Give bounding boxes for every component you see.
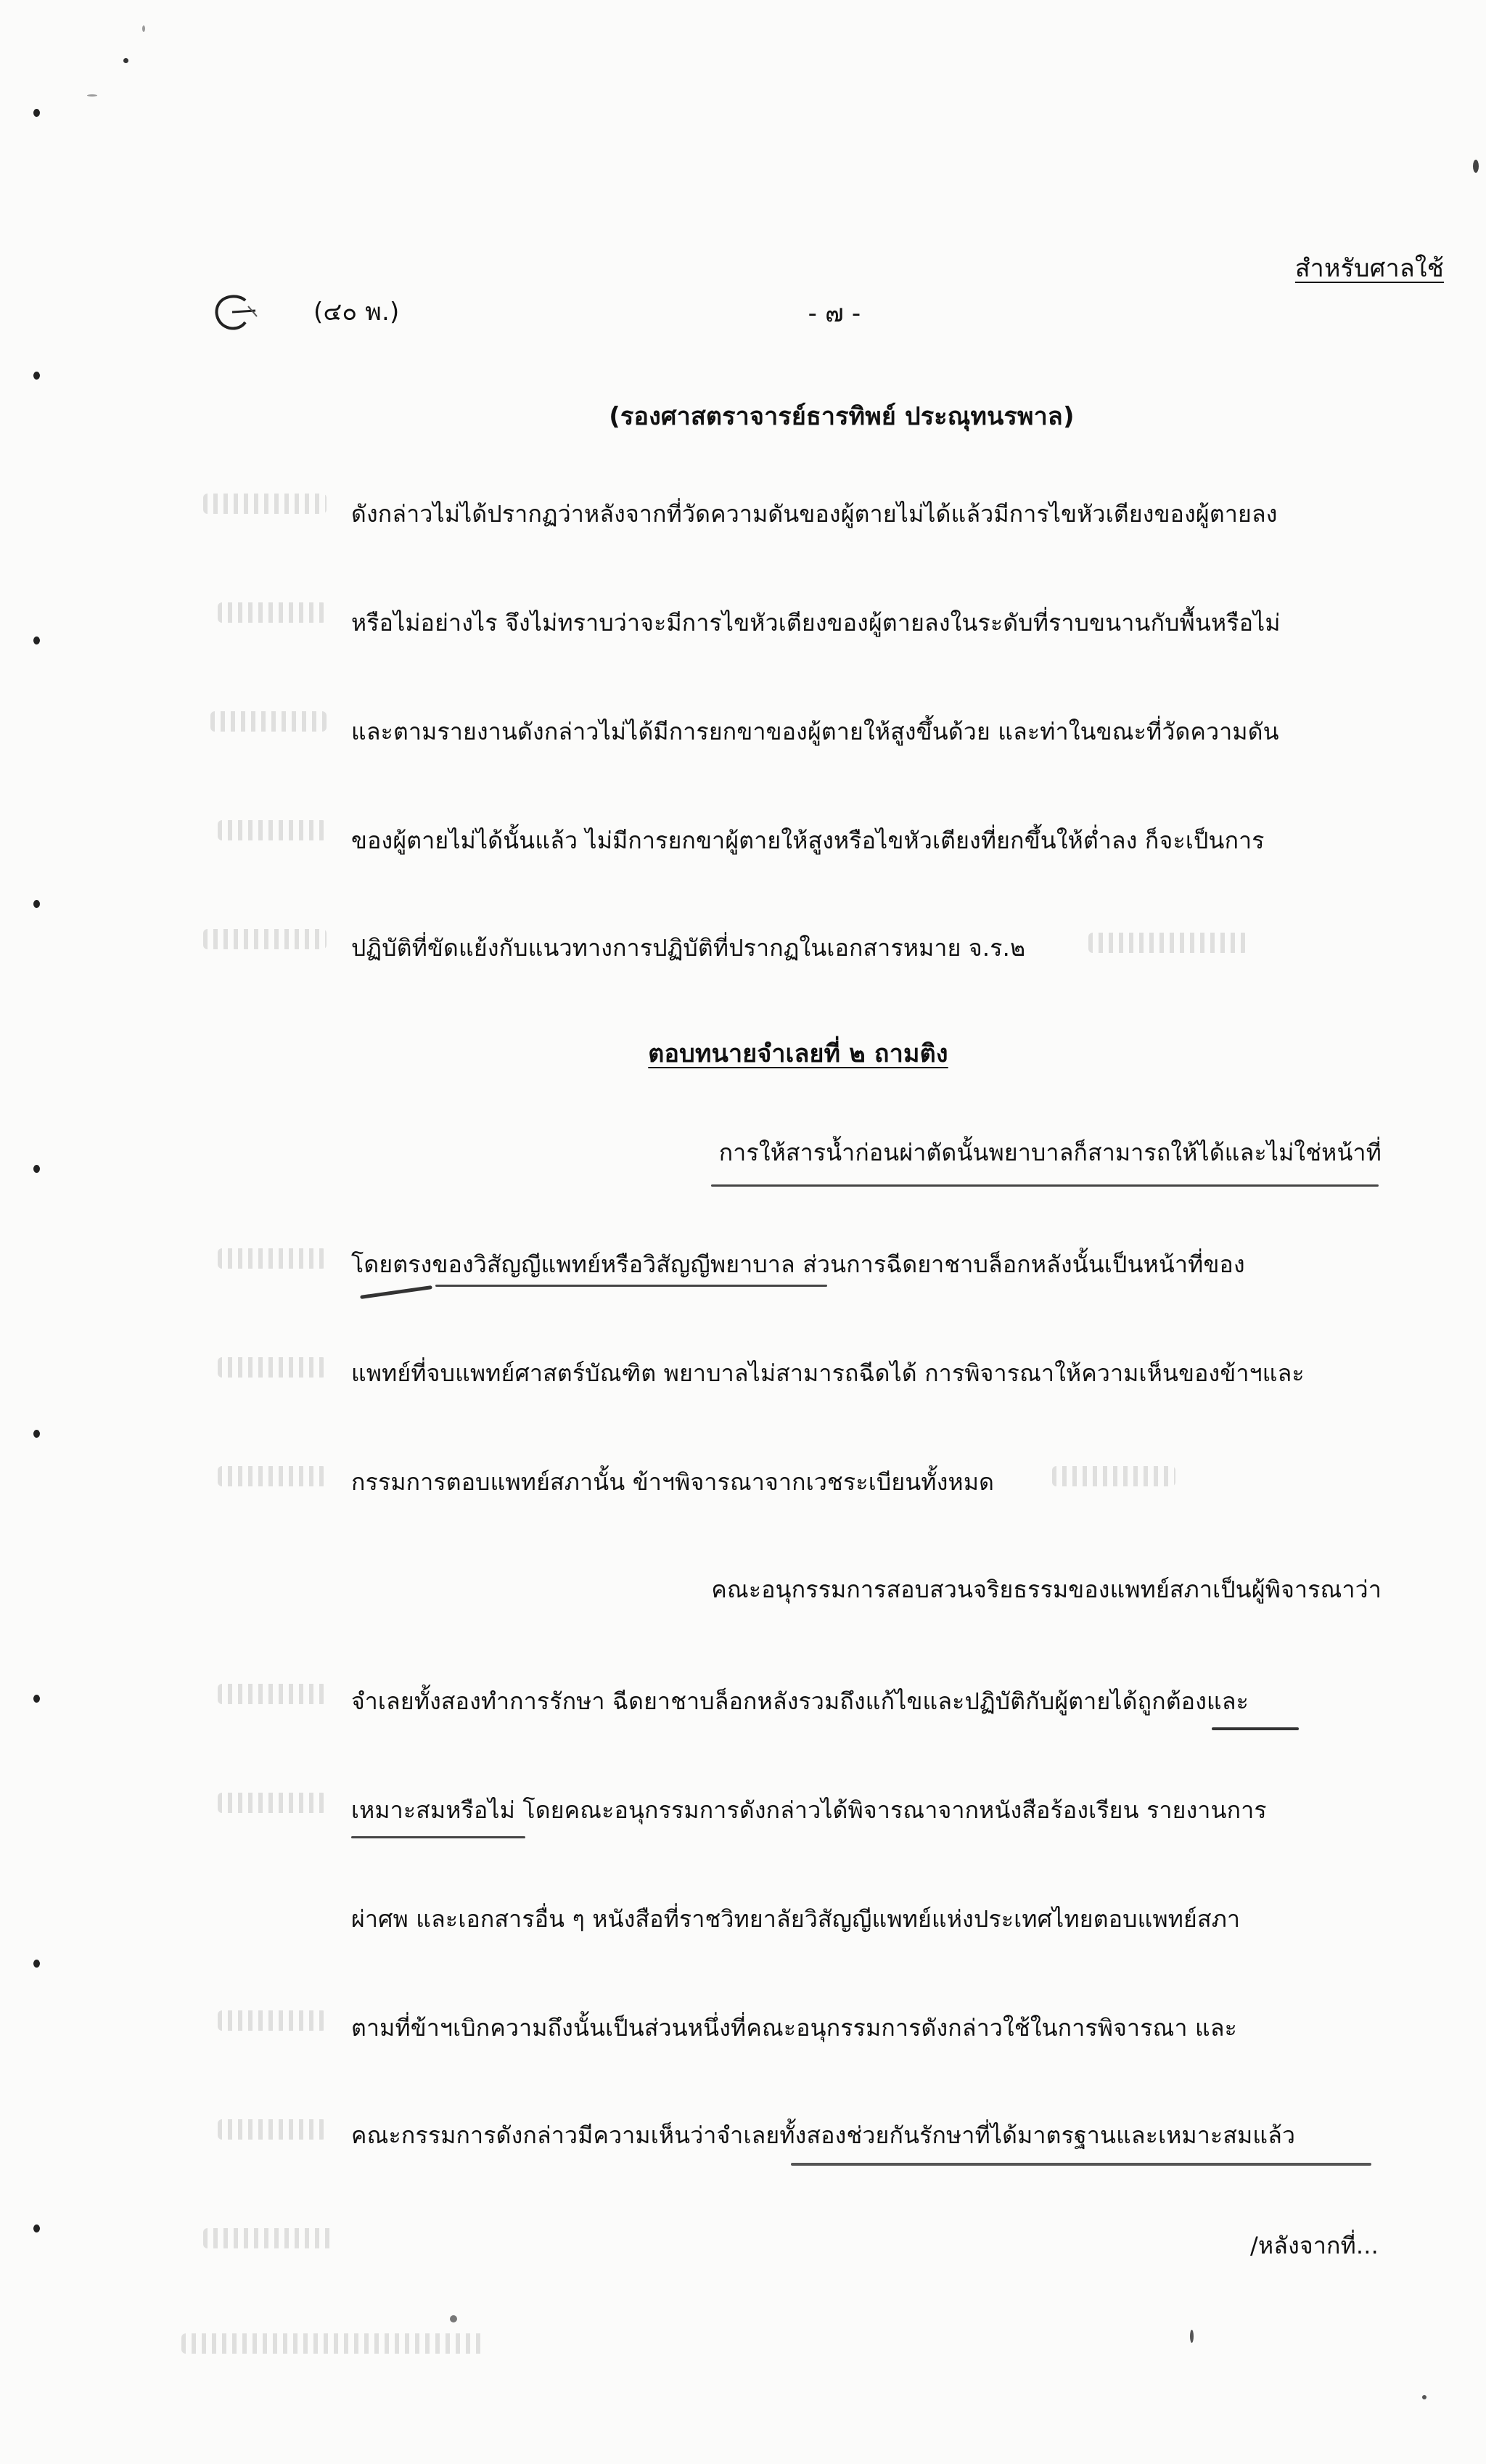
paragraph-3-line: จำเลยทั้งสองทำการรักษา ฉีดยาชาบล็อกหลังรวมถึงแก้ไขและปฏิบัติกับผู้ตายได้ถูกต้องและ: [351, 1687, 1249, 1715]
page-number: - ๗ -: [808, 299, 861, 328]
section-heading: ตอบทนายจำเลยที่ ๒ ถามติง: [648, 1039, 948, 1068]
speck: [1473, 160, 1479, 173]
form-code: (๔๐ พ.): [313, 298, 400, 327]
bleed-through: [218, 1793, 327, 1813]
bleed-through: [218, 1466, 327, 1486]
paragraph-1-line: หรือไม่อย่างไร จึงไม่ทราบว่าจะมีการไขหัวเตียงของผู้ตายลงในระดับที่ราบขนานกับพื้นหรือไม่: [351, 609, 1281, 637]
speck: [1422, 2395, 1427, 2399]
paragraph-1-line: ของผู้ตายไม่ได้นั้นแล้ว ไม่มีการยกขาผู้ตายให้สูงหรือไขหัวเตียงที่ยกขึ้นให้ต่ำลง ก็จะเป็นการ: [351, 827, 1265, 854]
binding-mark: [33, 1430, 40, 1438]
binding-mark: [33, 2224, 40, 2232]
handwritten-underline: [435, 1285, 827, 1287]
paragraph-1-line: ปฏิบัติที่ขัดแย้งกับแนวทางการปฏิบัติที่ปรากฏในเอกสารหมาย จ.ร.๒: [351, 934, 1026, 962]
court-use-label: สำหรับศาลใช้: [1294, 254, 1444, 283]
bleed-through: [203, 494, 327, 514]
continuation-note: /หลังจากที่...: [1249, 2232, 1379, 2259]
handwritten-underline: [1212, 1727, 1299, 1730]
speck: [123, 58, 128, 63]
paragraph-3-line: ตามที่ข้าฯเบิกความถึงนั้นเป็นส่วนหนึ่งที่คณะอนุกรรมการดังกล่าวใช้ในการพิจารณา และ: [351, 2014, 1238, 2042]
handwritten-underline: [711, 1184, 1379, 1187]
speck: [1190, 2330, 1194, 2343]
binding-mark: [33, 1165, 40, 1173]
paragraph-3-line: เหมาะสมหรือไม่ โดยคณะอนุกรรมการดังกล่าวได้พิจารณาจากหนังสือร้องเรียน รายงานการ: [351, 1796, 1267, 1824]
paragraph-3-line: คณะกรรมการดังกล่าวมีความเห็นว่าจำเลยทั้งสองช่วยกันรักษาที่ได้มาตรฐานและเหมาะสมแล้ว: [351, 2121, 1296, 2149]
bleed-through: [218, 820, 327, 840]
binding-mark: [33, 637, 40, 644]
handwritten-underline: [791, 2163, 1371, 2166]
binding-mark: [33, 1960, 40, 1968]
handwritten-mark: [360, 1285, 432, 1299]
paragraph-2-line: แพทย์ที่จบแพทย์ศาสตร์บัณฑิต พยาบาลไม่สามารถฉีดได้ การพิจารณาให้ความเห็นของข้าฯและ: [351, 1359, 1305, 1387]
paragraph-1-line: ดังกล่าวไม่ได้ปรากฏว่าหลังจากที่วัดความดันของผู้ตายไม่ได้แล้วมีการไขหัวเตียงของผู้ตายลง: [351, 500, 1278, 528]
bleed-through: [218, 2010, 327, 2031]
paragraph-1-line: และตามรายงานดังกล่าวไม่ได้มีการยกขาของผู้ตายให้สูงขึ้นด้วย และท่าในขณะที่วัดความดัน: [351, 718, 1279, 745]
binding-mark: [33, 372, 40, 380]
bleed-through: [203, 929, 327, 949]
bleed-through: [210, 711, 327, 732]
bleed-through: [181, 2333, 486, 2354]
binding-mark: [33, 109, 40, 117]
bleed-through: [218, 602, 327, 623]
bleed-through: [218, 1357, 327, 1378]
bleed-through: [218, 1684, 327, 1704]
handwritten-underline: [351, 1836, 525, 1838]
paragraph-2-line: การให้สารน้ำก่อนผ่าตัดนั้นพยาบาลก็สามารถให้ได้และไม่ใช่หน้าที่: [718, 1139, 1382, 1166]
bleed-through: [218, 2119, 327, 2140]
bleed-through: [218, 1248, 327, 1269]
binding-mark: [33, 1695, 40, 1703]
speck: [450, 2315, 457, 2322]
paragraph-3-line: ผ่าศพ และเอกสารอื่น ๆ หนังสือที่ราชวิทยาลัยวิสัญญีแพทย์แห่งประเทศไทยตอบแพทย์สภา: [351, 1905, 1241, 1933]
paragraph-3-line: คณะอนุกรรมการสอบสวนจริยธรรมของแพทย์สภาเป็นผู้พิจารณาว่า: [711, 1576, 1382, 1603]
bleed-through: [203, 2228, 334, 2248]
binding-mark: [33, 900, 40, 908]
paragraph-2-line: กรรมการตอบแพทย์สภานั้น ข้าฯพิจารณาจากเวชระเบียนทั้งหมด: [351, 1468, 995, 1496]
speck: [142, 25, 145, 32]
witness-name: (รองศาสตราจารย์ธารทิพย์ ประณุทนรพาล): [609, 402, 1075, 431]
paragraph-2-line: โดยตรงของวิสัญญีแพทย์หรือวิสัญญีพยาบาล ส่วนการฉีดยาชาบล็อกหลังนั้นเป็นหน้าที่ของ: [351, 1251, 1245, 1278]
speck: [87, 94, 97, 97]
seal-stamp-icon: [210, 290, 261, 334]
